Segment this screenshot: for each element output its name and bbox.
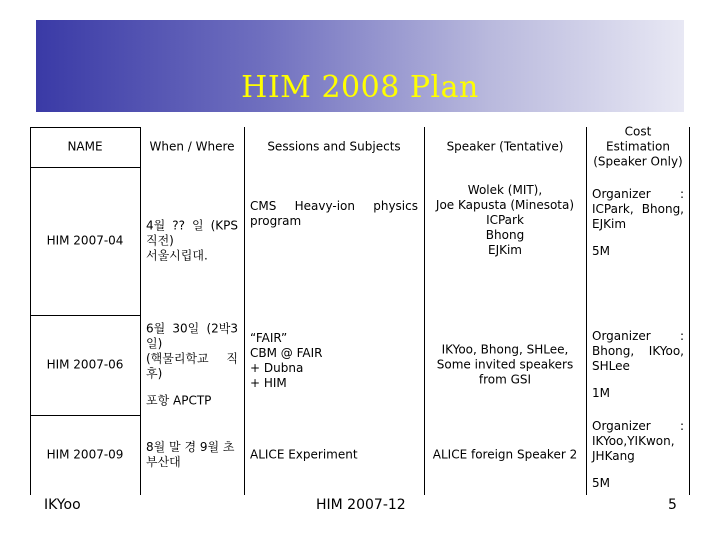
slide-title: HIM 2008 Plan xyxy=(241,70,479,105)
table-row xyxy=(30,167,690,315)
row-speakers: ALICE foreign Speaker 2 xyxy=(432,447,578,462)
footer-event: HIM 2007-12 xyxy=(316,497,406,513)
row-speakers: IKYoo, Bhong, SHLee, Some invited speakers from GSI xyxy=(436,342,574,387)
title-banner xyxy=(36,20,684,112)
row-cost: Organizer : IKYoo,YIKwon, JHKang 5M xyxy=(592,419,684,490)
table-row xyxy=(30,315,690,415)
row-sessions: “FAIR” CBM @ FAIR + Dubna + HIM xyxy=(250,331,323,390)
grid-line xyxy=(30,127,140,128)
grid-line xyxy=(424,127,425,495)
header-sessions: Sessions and Subjects xyxy=(267,139,401,154)
header-cell xyxy=(30,127,140,167)
header-speaker: Speaker (Tentative) xyxy=(446,139,564,154)
grid-line xyxy=(30,127,31,495)
row-when: 4월 ?? 일 (KPS 직전) 서울시립대. xyxy=(146,218,238,263)
header-name: NAME xyxy=(67,139,103,154)
row-when: 6월 30일 (2박3일) (핵물리학교 직후) 포항 APCTP xyxy=(146,321,238,408)
footer-author: IKYoo xyxy=(44,497,81,513)
grid-line xyxy=(140,127,141,495)
header-cell xyxy=(586,124,690,169)
row-cost: Organizer : Bhong, IKYoo, SHLee 1M xyxy=(592,329,684,400)
grid-line xyxy=(30,315,140,316)
grid-line xyxy=(689,127,690,495)
row-speakers: Wolek (MIT), Joe Kapusta (Minesota) ICPark Bhong EJKim xyxy=(435,183,575,257)
row-name: HIM 2007-09 xyxy=(46,447,124,462)
header-when: When / Where xyxy=(149,139,235,154)
grid-line xyxy=(30,415,140,416)
header-cost: Cost Estimation (Speaker Only) xyxy=(593,124,683,169)
table-row xyxy=(30,415,690,495)
row-sessions: ALICE Experiment xyxy=(250,447,358,462)
header-cell xyxy=(424,127,586,167)
table-header-row xyxy=(30,124,690,169)
row-cost: Organizer : ICPark, Bhong, EJKim 5M xyxy=(592,187,684,258)
header-cell xyxy=(244,127,424,167)
grid-line xyxy=(586,127,587,495)
row-when: 8월 말 경 9월 초 부산대 xyxy=(146,440,235,469)
grid-line xyxy=(244,127,245,495)
grid-line xyxy=(30,167,140,168)
row-sessions: CMS Heavy-ion physics program xyxy=(250,199,418,228)
row-name: HIM 2007-04 xyxy=(46,233,124,248)
page-number: 5 xyxy=(668,497,677,513)
row-name: HIM 2007-06 xyxy=(46,357,124,372)
header-cell xyxy=(140,127,244,167)
